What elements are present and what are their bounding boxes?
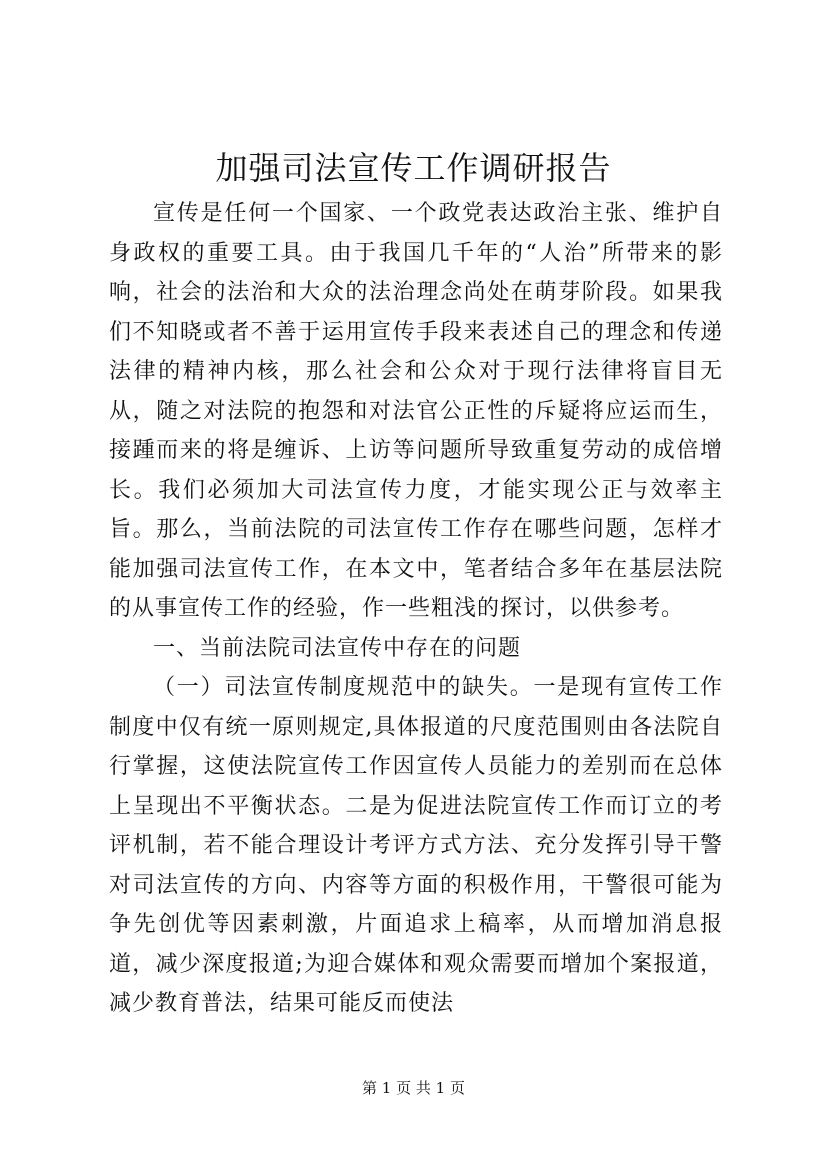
paragraph-intro: 宣传是任何一个国家、一个政党表达政治主张、维护自身政权的重要工具。由于我国几千年的“人治”所带来的影响，社会的法治和大众的法治理念尚处在萌芽阶段。如果我们不知晓或者不善于运用宣传手段来表述自己的理念和传递法律的精神内核，那么社会和公众对于现行法律将盲目无从，随之对法院的抱怨和对法官公正性的斥疑将应运而生，接踵而来的将是缠诉、上访等问题所导致重复劳动的成倍增长。我们必须加大司法宣传力度，才能实现公正与效率主旨。那么，当前法院的司法宣传工作存在哪些问题，怎样才能加强司法宣传工作，在本文中，笔者结合多年在基层法院的从事宣传工作的经验，作一些粗浅的探讨，以供参考。 (109, 201, 723, 621)
section-heading: 一、当前法院司法宣传中存在的问题 (153, 635, 522, 661)
page-footer: 第 1 页 共 1 页 (362, 1079, 465, 1097)
paragraph-subsection-1: （一）司法宣传制度规范中的缺失。一是现有宣传工作制度中仅有统一原则规定,具体报道的尺度范围则由各法院自行掌握，这使法院宣传工作因宣传人员能力的差别而在总体上呈现出不平衡状态。二是为促进法院宣传工作而订立的考评机制，若不能合理设计考评方式方法、充分发挥引导干警对司法宣传的方向、内容等方面的积极作用，干警很可能为争先创优等因素刺激，片面追求上稿率，从而增加消息报道，减少深度报道;为迎合媒体和观众需要而增加个案报道，减少教育普法，结果可能反而使法 (109, 675, 723, 1016)
document-title: 加强司法宣传工作调研报告 (215, 149, 612, 187)
document-body (109, 194, 723, 1024)
